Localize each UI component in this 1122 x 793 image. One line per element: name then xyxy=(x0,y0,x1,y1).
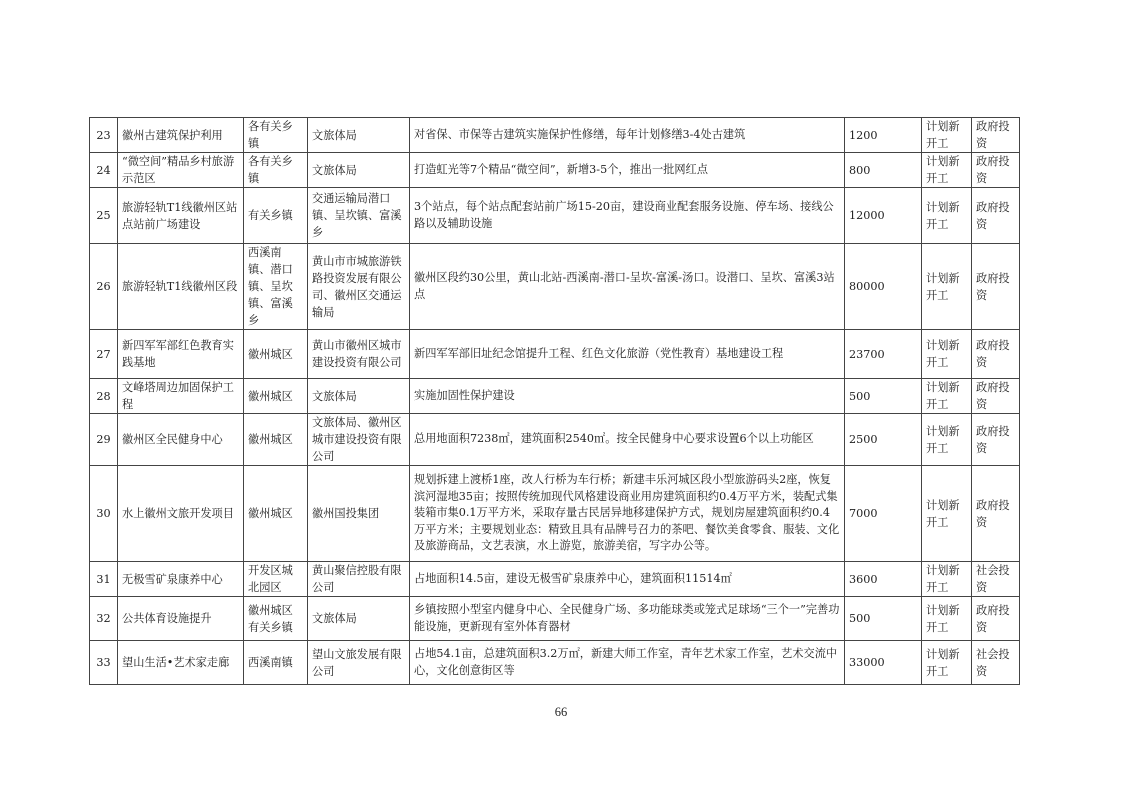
project-location: 西溪南镇、潜口镇、呈坎镇、富溪乡 xyxy=(244,244,308,330)
table-row xyxy=(90,118,1020,153)
project-name: 文峰塔周边加固保护工程 xyxy=(118,379,244,414)
table-row xyxy=(90,597,1020,641)
project-location: 徽州城区有关乡镇 xyxy=(244,597,308,641)
investment-type: 政府投资 xyxy=(972,330,1020,379)
investment-type: 政府投资 xyxy=(972,188,1020,244)
table-row xyxy=(90,330,1020,379)
row-number: 24 xyxy=(90,153,118,188)
investment-amount: 2500 xyxy=(845,414,922,466)
investment-amount: 3600 xyxy=(845,562,922,597)
investment-amount: 1200 xyxy=(845,118,922,153)
project-status: 计划新开工 xyxy=(922,641,972,685)
project-name: 新四军军部红色教育实践基地 xyxy=(118,330,244,379)
responsible-unit: 文旅体局 xyxy=(308,153,410,188)
project-location: 各有关乡镇 xyxy=(244,153,308,188)
table-row xyxy=(90,379,1020,414)
responsible-unit: 文旅体局 xyxy=(308,118,410,153)
project-name: 旅游轻轨T1线徽州区站点站前广场建设 xyxy=(118,188,244,244)
project-name: 公共体育设施提升 xyxy=(118,597,244,641)
investment-type: 政府投资 xyxy=(972,414,1020,466)
investment-amount: 500 xyxy=(845,597,922,641)
row-number: 26 xyxy=(90,244,118,330)
project-location: 有关乡镇 xyxy=(244,188,308,244)
construction-content: 新四军军部旧址纪念馆提升工程、红色文化旅游（党性教育）基地建设工程 xyxy=(410,330,845,379)
row-number: 28 xyxy=(90,379,118,414)
table-row xyxy=(90,641,1020,685)
investment-amount: 500 xyxy=(845,379,922,414)
responsible-unit: 望山文旅发展有限公司 xyxy=(308,641,410,685)
row-number: 32 xyxy=(90,597,118,641)
construction-content: 乡镇按照小型室内健身中心、全民健身广场、多功能球类或笼式足球场“三个一”完善功能设施，更新现有室外体育器材 xyxy=(410,597,845,641)
project-status: 计划新开工 xyxy=(922,244,972,330)
construction-content: 徽州区段约30公里，黄山北站-西溪南-潜口-呈坎-富溪-汤口。设潜口、呈坎、富溪3站点 xyxy=(410,244,845,330)
construction-content: 实施加固性保护建设 xyxy=(410,379,845,414)
project-status: 计划新开工 xyxy=(922,118,972,153)
project-status: 计划新开工 xyxy=(922,188,972,244)
investment-amount: 33000 xyxy=(845,641,922,685)
project-location: 徽州城区 xyxy=(244,330,308,379)
row-number: 29 xyxy=(90,414,118,466)
construction-content: 占地54.1亩，总建筑面积3.2万㎡，新建大师工作室，青年艺术家工作室，艺术交流中心，文化创意街区等 xyxy=(410,641,845,685)
construction-content: 打造虹光等7个精品“微空间”，新增3-5个，推出一批网红点 xyxy=(410,153,845,188)
investment-type: 政府投资 xyxy=(972,466,1020,562)
table-row xyxy=(90,244,1020,330)
project-status: 计划新开工 xyxy=(922,153,972,188)
investment-amount: 7000 xyxy=(845,466,922,562)
responsible-unit: 交通运输局潜口镇、呈坎镇、富溪乡 xyxy=(308,188,410,244)
investment-type: 政府投资 xyxy=(972,597,1020,641)
project-status: 计划新开工 xyxy=(922,562,972,597)
project-name: 水上徽州文旅开发项目 xyxy=(118,466,244,562)
responsible-unit: 文旅体局 xyxy=(308,379,410,414)
project-status: 计划新开工 xyxy=(922,414,972,466)
construction-content: 占地面积14.5亩，建设无极雪矿泉康养中心，建筑面积11514㎡ xyxy=(410,562,845,597)
project-name: 徽州区全民健身中心 xyxy=(118,414,244,466)
project-status: 计划新开工 xyxy=(922,597,972,641)
project-location: 徽州城区 xyxy=(244,414,308,466)
investment-type: 政府投资 xyxy=(972,153,1020,188)
row-number: 25 xyxy=(90,188,118,244)
row-number: 33 xyxy=(90,641,118,685)
construction-content: 规划拆建上渡桥1座，改人行桥为车行桥；新建丰乐河城区段小型旅游码头2座，恢复滨河湿地35亩；按照传统加现代风格建设商业用房建筑面积约0.4万平方米，装配式集装箱市集0.1万平方米，采取存量古民居异地移建保护方式，规划房屋建筑面积约0.4万平方米；主要规划业态：精致且具有品牌号召力的茶吧、餐饮美食零食、服装、文化及旅游商品，文艺表演，水上游览，旅游美宿，写字办公等。 xyxy=(410,466,845,562)
responsible-unit: 黄山市市城旅游铁路投资发展有限公司、徽州区交通运输局 xyxy=(308,244,410,330)
table-row xyxy=(90,188,1020,244)
investment-amount: 800 xyxy=(845,153,922,188)
table-row xyxy=(90,414,1020,466)
responsible-unit: 文旅体局、徽州区城市建设投资有限公司 xyxy=(308,414,410,466)
investment-amount: 12000 xyxy=(845,188,922,244)
project-table xyxy=(89,117,1020,685)
investment-type: 社会投资 xyxy=(972,641,1020,685)
project-location: 各有关乡镇 xyxy=(244,118,308,153)
responsible-unit: 文旅体局 xyxy=(308,597,410,641)
table-row xyxy=(90,562,1020,597)
investment-type: 政府投资 xyxy=(972,379,1020,414)
investment-type: 政府投资 xyxy=(972,118,1020,153)
table-row xyxy=(90,153,1020,188)
project-name: 无极雪矿泉康养中心 xyxy=(118,562,244,597)
row-number: 23 xyxy=(90,118,118,153)
investment-amount: 80000 xyxy=(845,244,922,330)
responsible-unit: 黄山聚信控股有限公司 xyxy=(308,562,410,597)
construction-content: 对省保、市保等古建筑实施保护性修缮，每年计划修缮3-4处古建筑 xyxy=(410,118,845,153)
project-location: 西溪南镇 xyxy=(244,641,308,685)
project-name: 旅游轻轨T1线徽州区段 xyxy=(118,244,244,330)
row-number: 27 xyxy=(90,330,118,379)
project-name: 望山生活•艺术家走廊 xyxy=(118,641,244,685)
project-status: 计划新开工 xyxy=(922,466,972,562)
project-status: 计划新开工 xyxy=(922,379,972,414)
investment-type: 政府投资 xyxy=(972,244,1020,330)
construction-content: 3个站点，每个站点配套站前广场15-20亩，建设商业配套服务设施、停车场、接线公路以及辅助设施 xyxy=(410,188,845,244)
construction-content: 总用地面积7238㎡，建筑面积2540㎡。按全民健身中心要求设置6个以上功能区 xyxy=(410,414,845,466)
row-number: 31 xyxy=(90,562,118,597)
investment-amount: 23700 xyxy=(845,330,922,379)
project-location: 开发区城北园区 xyxy=(244,562,308,597)
project-location: 徽州城区 xyxy=(244,466,308,562)
responsible-unit: 黄山市徽州区城市建设投资有限公司 xyxy=(308,330,410,379)
page-number: 66 xyxy=(554,705,568,719)
row-number: 30 xyxy=(90,466,118,562)
project-location: 徽州城区 xyxy=(244,379,308,414)
investment-type: 社会投资 xyxy=(972,562,1020,597)
project-name: “微空间”精品乡村旅游示范区 xyxy=(118,153,244,188)
project-name: 徽州古建筑保护利用 xyxy=(118,118,244,153)
project-status: 计划新开工 xyxy=(922,330,972,379)
table-row xyxy=(90,466,1020,562)
responsible-unit: 徽州国投集团 xyxy=(308,466,410,562)
